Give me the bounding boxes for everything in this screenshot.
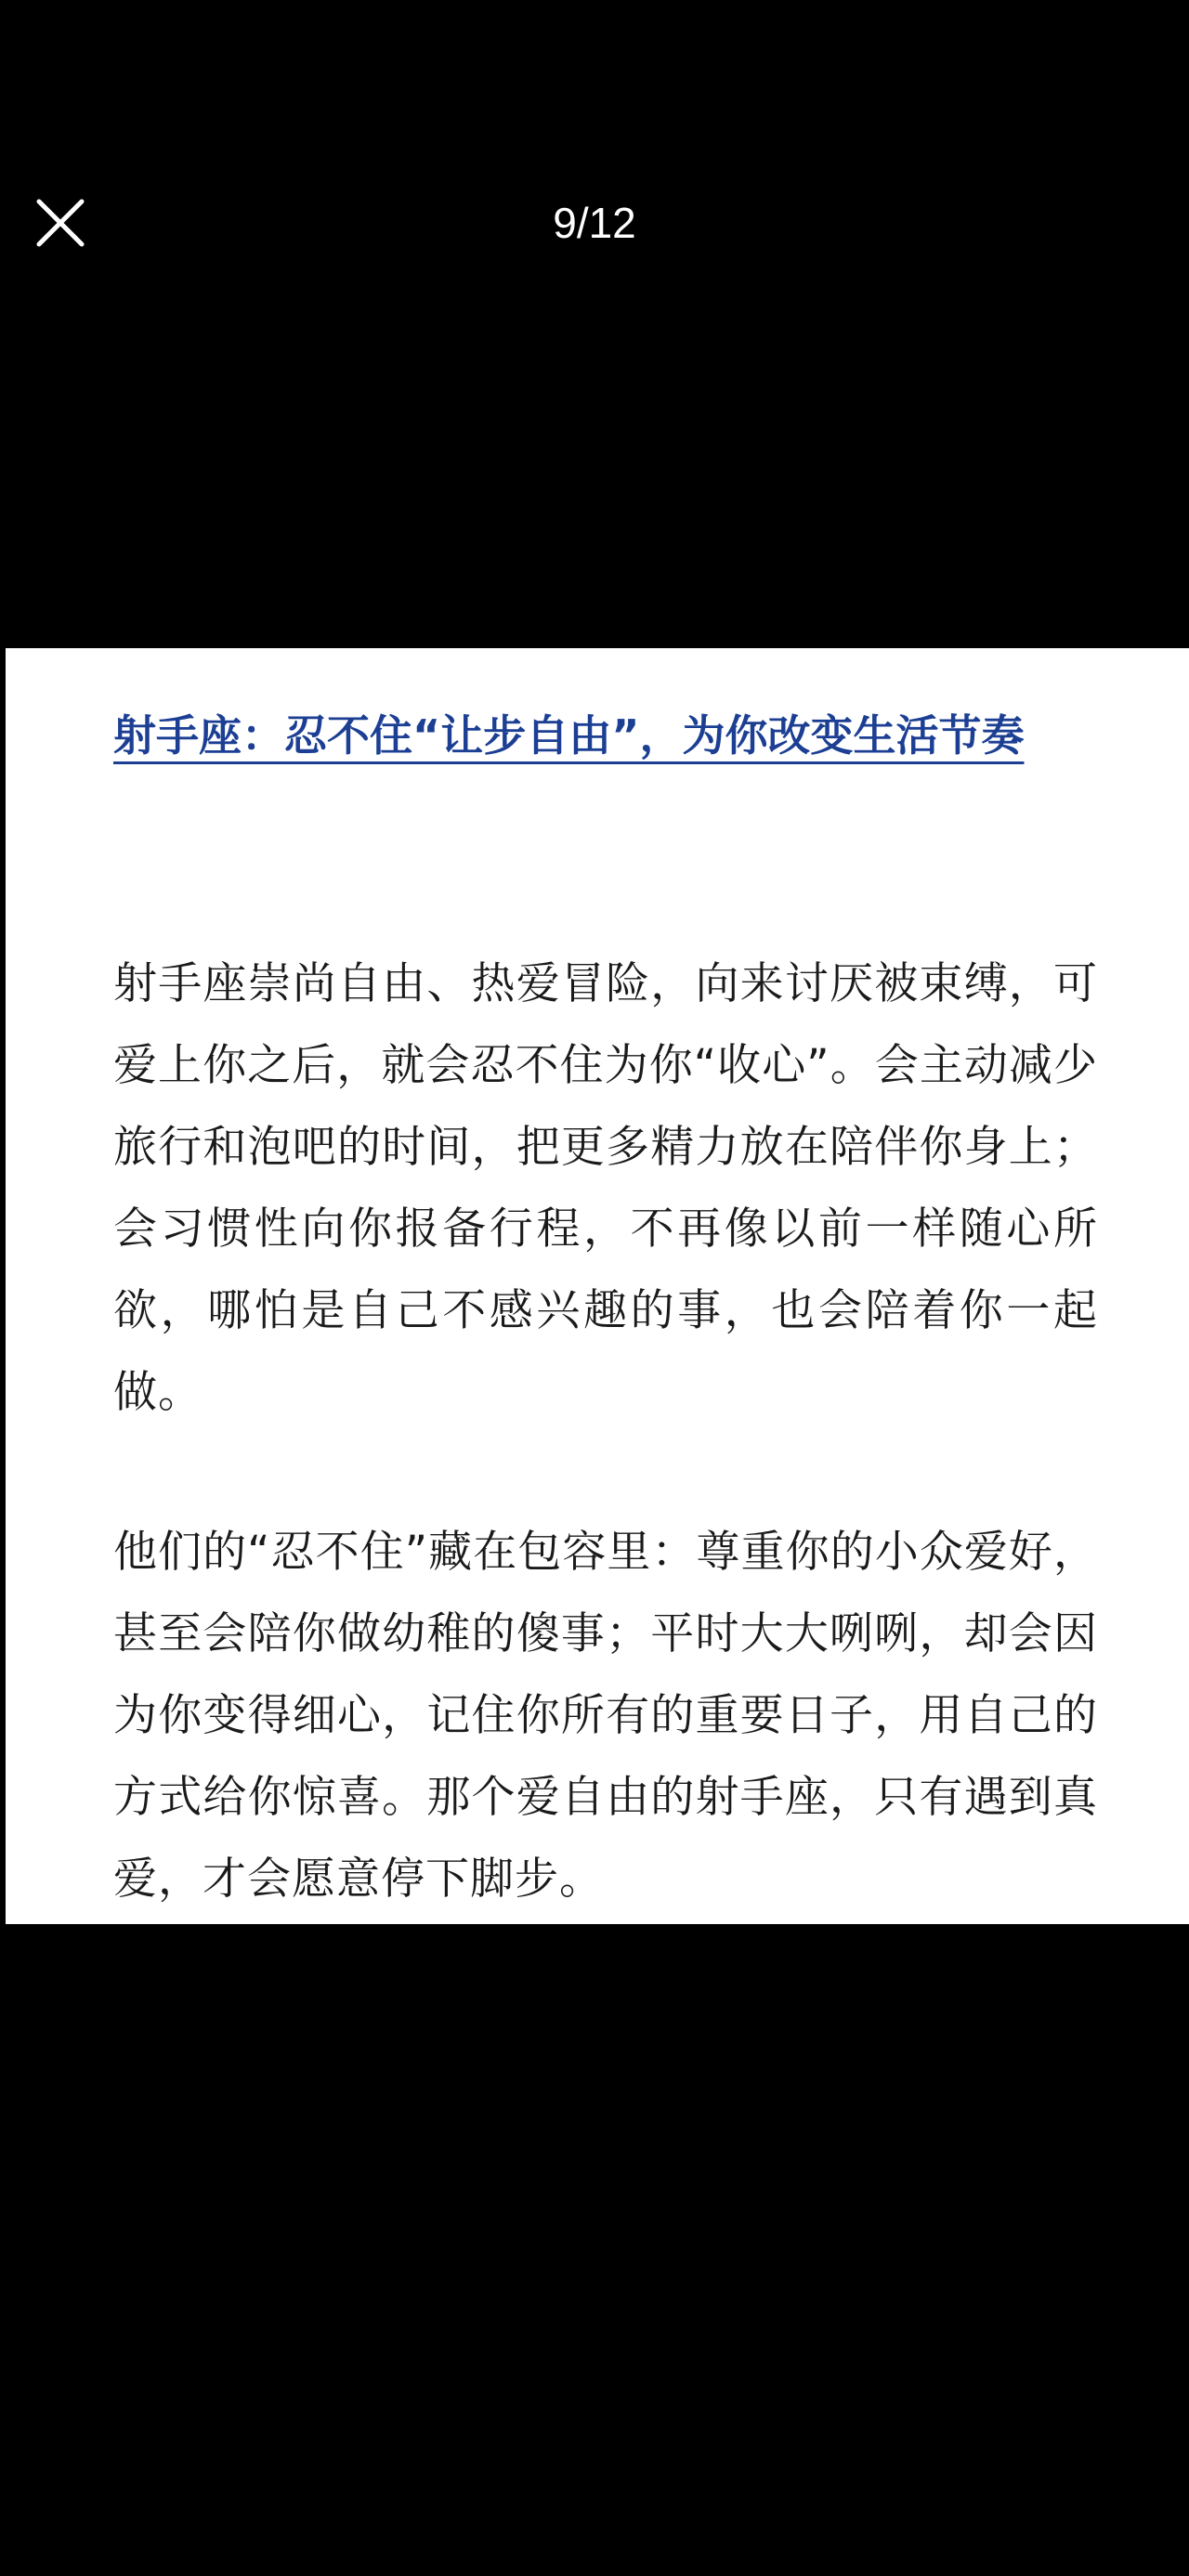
article-image[interactable] [6, 648, 1189, 1924]
close-icon [35, 198, 85, 248]
page-counter: 9/12 [553, 199, 636, 247]
article-heading: 射手座：忍不住“让步自由”，为你改变生活节奏 [113, 710, 1025, 761]
viewer-header [0, 0, 1189, 446]
article-paragraph: 他们的“忍不住”藏在包容里：尊重你的小众爱好，甚至会陪你做幼稚的傻事；平时大大咧咧，却会因为你变得细心，记住你所有的重要日子，用自己的方式给你惊喜。那个爱自由的射手座，只有遇到真爱，才会愿意停下脚步。 [113, 1527, 1098, 1905]
close-button[interactable] [28, 190, 93, 255]
article-paragraph: 射手座崇尚自由、热爱冒险，向来讨厌被束缚，可爱上你之后，就会忍不住为你“收心”。会主动减少旅行和泡吧的时间，把更多精力放在陪伴你身上；会习惯性向你报备行程，不再像以前一样随心所欲，哪怕是自己不感兴趣的事，也会陪着你一起做。 [113, 958, 1098, 1418]
viewer-footer [0, 1924, 1189, 2576]
